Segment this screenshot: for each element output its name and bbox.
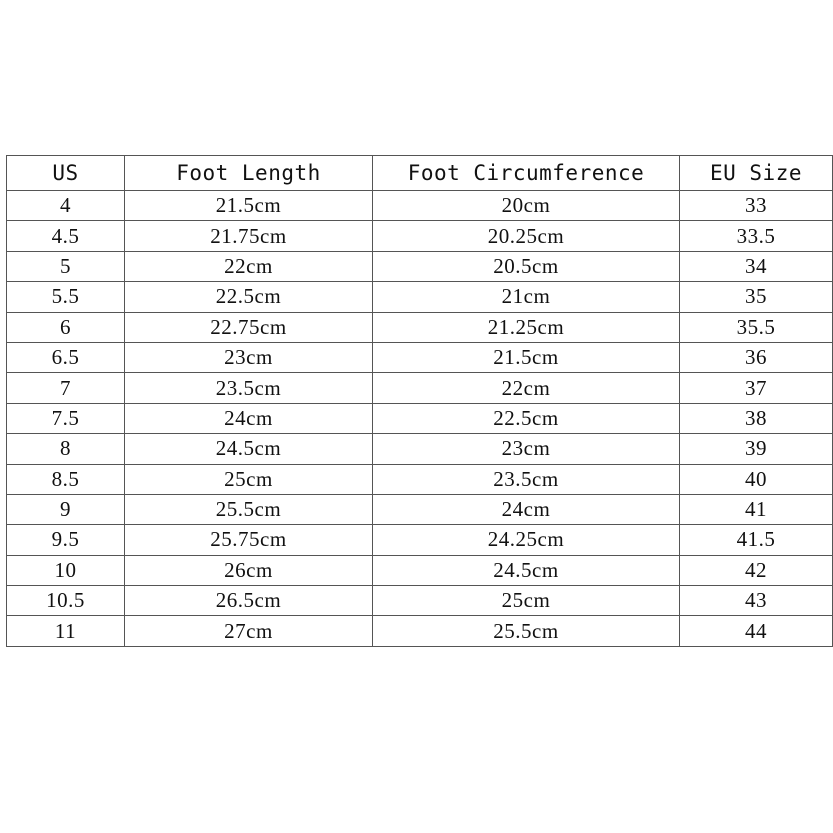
cell-foot-length: 24cm	[125, 403, 373, 433]
size-chart-table	[6, 155, 833, 647]
cell-us: 7.5	[7, 403, 125, 433]
cell-eu-size: 34	[680, 251, 833, 281]
cell-foot-length: 21.75cm	[125, 221, 373, 251]
cell-foot-length: 25cm	[125, 464, 373, 494]
cell-eu-size: 33	[680, 191, 833, 221]
cell-eu-size: 44	[680, 616, 833, 646]
header-foot-circumference: Foot Circumference	[373, 156, 680, 191]
header-row	[7, 156, 833, 191]
table-row	[7, 555, 833, 585]
cell-eu-size: 35.5	[680, 312, 833, 342]
cell-us: 5.5	[7, 282, 125, 312]
cell-foot-circumference: 25cm	[373, 586, 680, 616]
cell-eu-size: 35	[680, 282, 833, 312]
cell-foot-circumference: 20.25cm	[373, 221, 680, 251]
cell-us: 6.5	[7, 342, 125, 372]
cell-foot-circumference: 20cm	[373, 191, 680, 221]
cell-foot-circumference: 20.5cm	[373, 251, 680, 281]
cell-foot-length: 25.75cm	[125, 525, 373, 555]
cell-foot-circumference: 23.5cm	[373, 464, 680, 494]
cell-foot-length: 22cm	[125, 251, 373, 281]
cell-eu-size: 36	[680, 342, 833, 372]
cell-eu-size: 41.5	[680, 525, 833, 555]
cell-foot-length: 25.5cm	[125, 494, 373, 524]
table-body	[7, 191, 833, 647]
cell-eu-size: 37	[680, 373, 833, 403]
table-row	[7, 434, 833, 464]
cell-eu-size: 40	[680, 464, 833, 494]
cell-foot-length: 27cm	[125, 616, 373, 646]
cell-foot-circumference: 25.5cm	[373, 616, 680, 646]
table-row	[7, 464, 833, 494]
cell-foot-circumference: 22.5cm	[373, 403, 680, 433]
cell-eu-size: 41	[680, 494, 833, 524]
cell-us: 10	[7, 555, 125, 585]
cell-us: 7	[7, 373, 125, 403]
cell-foot-circumference: 21.25cm	[373, 312, 680, 342]
table-row	[7, 312, 833, 342]
header-foot-length: Foot Length	[125, 156, 373, 191]
cell-foot-circumference: 22cm	[373, 373, 680, 403]
table-row	[7, 251, 833, 281]
cell-foot-length: 23cm	[125, 342, 373, 372]
cell-us: 5	[7, 251, 125, 281]
cell-eu-size: 42	[680, 555, 833, 585]
cell-us: 8	[7, 434, 125, 464]
cell-eu-size: 39	[680, 434, 833, 464]
cell-foot-circumference: 21.5cm	[373, 342, 680, 372]
table-header	[7, 156, 833, 191]
cell-us: 10.5	[7, 586, 125, 616]
cell-foot-length: 22.75cm	[125, 312, 373, 342]
table-row	[7, 342, 833, 372]
table-row	[7, 221, 833, 251]
cell-us: 8.5	[7, 464, 125, 494]
cell-us: 9	[7, 494, 125, 524]
table-row	[7, 494, 833, 524]
cell-us: 9.5	[7, 525, 125, 555]
table-row	[7, 373, 833, 403]
cell-foot-circumference: 21cm	[373, 282, 680, 312]
table-row	[7, 403, 833, 433]
cell-us: 4	[7, 191, 125, 221]
cell-foot-length: 26cm	[125, 555, 373, 585]
cell-foot-circumference: 24.5cm	[373, 555, 680, 585]
cell-foot-circumference: 24.25cm	[373, 525, 680, 555]
header-us: US	[7, 156, 125, 191]
table-row	[7, 586, 833, 616]
header-eu-size: EU Size	[680, 156, 833, 191]
cell-eu-size: 43	[680, 586, 833, 616]
table-row	[7, 191, 833, 221]
cell-foot-length: 26.5cm	[125, 586, 373, 616]
cell-eu-size: 38	[680, 403, 833, 433]
cell-foot-length: 22.5cm	[125, 282, 373, 312]
cell-foot-length: 24.5cm	[125, 434, 373, 464]
cell-us: 6	[7, 312, 125, 342]
table-row	[7, 525, 833, 555]
cell-foot-length: 21.5cm	[125, 191, 373, 221]
table-row	[7, 282, 833, 312]
table-row	[7, 616, 833, 646]
cell-foot-circumference: 24cm	[373, 494, 680, 524]
cell-us: 4.5	[7, 221, 125, 251]
cell-us: 11	[7, 616, 125, 646]
cell-foot-circumference: 23cm	[373, 434, 680, 464]
cell-foot-length: 23.5cm	[125, 373, 373, 403]
cell-eu-size: 33.5	[680, 221, 833, 251]
